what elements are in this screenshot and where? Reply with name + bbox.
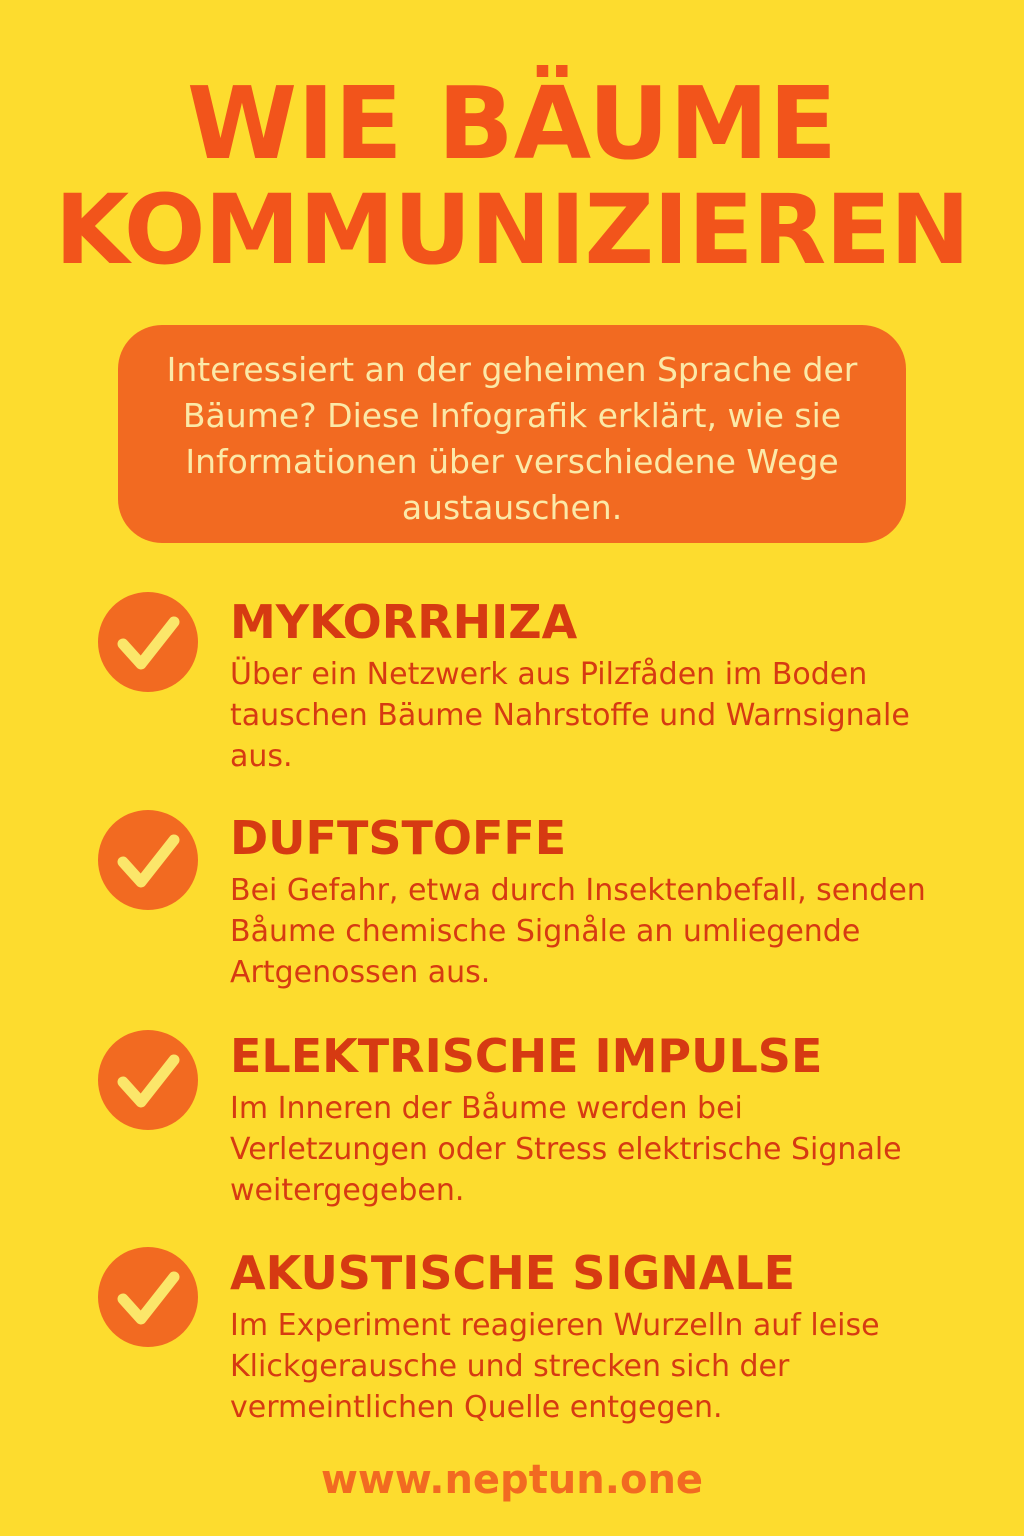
footer-url: www.neptun.one [320,1457,704,1503]
item-description: Im Experiment reagieren Wurzelln auf leise Klickgerausche und strecken sich der vermeintlichen Quelle entgegen. [230,1308,880,1425]
check-icon [98,592,198,692]
title-line-1: WIE BÄUME [186,65,838,182]
item-title: MYKORRHIZA [230,595,578,649]
check-icon [98,1247,198,1347]
item-title: DUFTSTOFFE [230,811,567,865]
check-icon [98,1030,198,1130]
item-description: Über ein Netzwerk aus Pilzfåden im Boden tauschen Bäume Nahrstoffe und Warnsignale aus. [230,657,910,774]
intro-text: Interessiert an der geheimen Sprache der Bäume? Diese Infografik erklärt, wie sie Informationen über verschiedene Wege austauschen. [166,350,858,527]
intro-box [118,325,906,543]
item-description: Im Inneren der Båume werden bei Verletzungen oder Stress elektrische Signale weitergegeben. [230,1091,902,1208]
title-line-2: KOMMUNIZIEREN [54,174,970,286]
item-title: AKUSTISCHE SIGNALE [230,1246,796,1300]
item-description: Bei Gefahr, etwa durch Insektenbefall, senden Båume chemische Signåle an umliegende Artgenossen aus. [230,873,926,990]
check-icon [98,810,198,910]
item-title: ELEKTRISCHE IMPULSE [230,1029,823,1083]
